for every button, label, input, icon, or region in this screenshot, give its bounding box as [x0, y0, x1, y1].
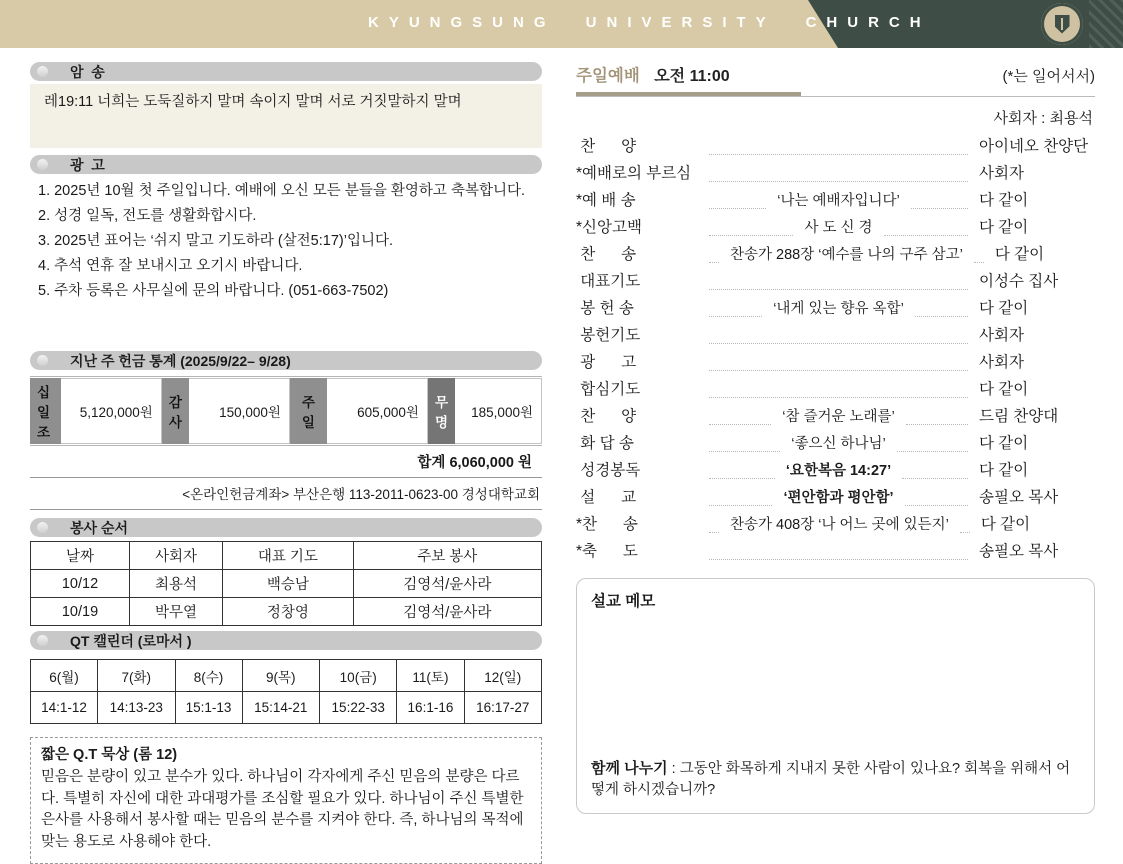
online-offering-account: <온라인헌금계좌> 부산은행 113-2011-0623-00 경성대학교회 [30, 478, 542, 510]
column-header: 대표 기도 [223, 542, 353, 570]
worship-item-performer: 사회자 [979, 327, 1024, 344]
dotted-leader [709, 424, 771, 425]
worship-item [576, 512, 1095, 539]
worship-item [576, 377, 1095, 404]
worship-item-song: ‘참 즐거운 노래를’ [782, 409, 895, 425]
share-together-line [591, 758, 1080, 801]
table-header-row [31, 542, 542, 570]
worship-item-song: ‘나는 예배자입니다’ [777, 193, 900, 209]
qt-day: 8(수) [175, 660, 242, 692]
service-roster-section [30, 518, 542, 626]
worship-item-label: 봉헌기도 [576, 327, 641, 344]
worship-item-performer: 다 같이 [979, 219, 1029, 236]
worship-item-label: 성경봉독 [576, 462, 641, 479]
worship-item-performer: 다 같이 [980, 516, 1031, 533]
worship-item-performer: 아이네오 찬양단 [979, 138, 1089, 155]
offering-amount: 185,000원 [455, 378, 542, 444]
worship-item-performer: 다 같이 [979, 381, 1029, 398]
offering-entry [162, 378, 290, 444]
sermon-notes-empty-area [591, 611, 1080, 758]
worship-item-song: 찬송가 408장 ‘나 어느 곳에 있든지’ [730, 517, 949, 533]
worship-item-performer: 사회자 [979, 165, 1024, 182]
table-row [31, 598, 542, 626]
worship-item [576, 323, 1095, 350]
announcement-item: 4. 추석 연휴 잘 보내시고 오기시 바랍니다. [38, 258, 303, 274]
dotted-leader [906, 424, 968, 425]
offering-total: 합계 6,060,000 원 [30, 446, 542, 478]
sermon-notes-title: 설교 메모 [591, 593, 656, 610]
worship-item [576, 539, 1095, 566]
qt-meditation-box [30, 737, 542, 864]
dotted-leader [709, 235, 793, 236]
worship-item [576, 431, 1095, 458]
worship-service-header [576, 62, 1095, 86]
presider-line: 사회자 : 최용석 [993, 110, 1093, 127]
worship-item [576, 269, 1095, 296]
standing-note: (*는 일어서서) [1002, 68, 1095, 85]
dotted-leader [709, 316, 762, 317]
worship-item-performer: 다 같이 [979, 462, 1029, 479]
page-header [0, 0, 1123, 48]
dotted-leader [709, 397, 968, 398]
worship-item [576, 350, 1095, 377]
service-roster-header: 봉사 순서 [30, 518, 542, 537]
service-roster-table [30, 541, 542, 626]
share-together-label: 함께 나누기 [591, 759, 668, 777]
qt-day: 7(화) [98, 660, 175, 692]
worship-item [576, 458, 1095, 485]
table-header-row [31, 660, 542, 692]
worship-item [576, 242, 1095, 269]
worship-order-list [576, 134, 1095, 566]
memory-verse-header: 암 송 [30, 62, 542, 81]
worship-item [576, 485, 1095, 512]
qt-reading: 15:22-33 [320, 692, 397, 724]
share-together-text: : 그동안 화목하게 지내지 못한 사람이 있나요? 회복을 위해서 어떻게 하시겠습니까? [591, 760, 1071, 798]
worship-item-performer: 다 같이 [979, 435, 1029, 452]
dotted-leader [709, 478, 775, 479]
worship-item [576, 188, 1095, 215]
bulletin-body [0, 48, 1123, 864]
offering-entry [428, 378, 542, 444]
table-row [31, 570, 542, 598]
dotted-leader [902, 478, 968, 479]
announcements-header: 광 고 [30, 155, 542, 174]
dotted-leader [709, 181, 968, 182]
qt-calendar-table [30, 659, 542, 724]
qt-day: 11(토) [397, 660, 464, 692]
worship-service-time: 오전 11:00 [654, 68, 730, 85]
offering-header: 지난 주 헌금 통계 (2025/9/22– 9/28) [30, 351, 542, 370]
column-header: 날짜 [31, 542, 130, 570]
cell-presider: 박무열 [130, 598, 223, 626]
memory-verse-text: 레19:11 너희는 도둑질하지 말며 속이지 말며 서로 거짓말하지 말며 [30, 84, 542, 148]
worship-item-sermon-title: ‘편안함과 평안함’ [783, 490, 894, 506]
worship-item-performer: 사회자 [979, 354, 1024, 371]
cell-date: 10/12 [31, 570, 130, 598]
dotted-leader [915, 316, 968, 317]
worship-item [576, 134, 1095, 161]
qt-day: 6(월) [31, 660, 98, 692]
worship-item-song: 찬송가 288장 ‘예수를 나의 구주 삼고’ [730, 247, 963, 263]
worship-item-label: *찬 송 [576, 516, 638, 533]
worship-header-rule [576, 92, 1095, 97]
qt-day: 10(금) [320, 660, 397, 692]
worship-item-scripture: ‘요한복음 14:27’ [785, 463, 892, 479]
dotted-leader [905, 505, 968, 506]
dotted-leader [709, 505, 772, 506]
worship-item-label: *예배로의 부르심 [576, 165, 692, 182]
dotted-leader [709, 451, 780, 452]
shield-icon [1055, 15, 1070, 34]
worship-item-song: ‘좋으신 하나님’ [791, 436, 886, 452]
announcements-list [30, 174, 542, 304]
offering-entry [30, 378, 162, 444]
worship-item-song: ‘내게 있는 향유 옥합’ [773, 301, 904, 317]
worship-item-performer: 송필오 목사 [979, 489, 1059, 506]
offering-amount: 150,000원 [189, 378, 290, 444]
offering-label: 십일조 [30, 378, 61, 444]
qt-reading: 15:1-13 [175, 692, 242, 724]
offering-strip [30, 376, 542, 446]
announcement-item: 3. 2025년 표어는 ‘쉬지 말고 기도하라 (살전5:17)’입니다. [38, 233, 393, 249]
dotted-leader [911, 208, 968, 209]
qt-meditation-text: 믿음은 분량이 있고 분수가 있다. 하나님이 각자에게 주신 믿음의 분량은 다르다. 특별히 자신에 대한 과대평가를 조심할 필요가 있다. 하나님이 주신 특별한 은사를 사용해서 봉사할 때는 믿음의 분수를 지켜야 한다. 즉, 하나님의 목적에 맞는 용도로 사용해야 한다. [41, 768, 524, 850]
offering-section [30, 351, 542, 510]
worship-item [576, 404, 1095, 431]
offering-entry [290, 378, 428, 444]
qt-reading: 14:13-23 [98, 692, 175, 724]
offering-label: 감사 [162, 378, 189, 444]
dotted-leader [974, 262, 984, 263]
worship-item-performer: 다 같이 [994, 246, 1045, 263]
qt-day: 12(일) [464, 660, 542, 692]
worship-item-label: *축 도 [576, 543, 638, 560]
worship-title-group [576, 62, 730, 86]
dotted-leader [709, 532, 719, 533]
qt-reading: 14:1-12 [31, 692, 98, 724]
worship-item-performer: 다 같이 [979, 192, 1029, 209]
worship-item-label: 찬 송 [576, 246, 637, 263]
offering-label: 무명 [428, 378, 455, 444]
qt-reading: 16:17-27 [464, 692, 542, 724]
offering-amount: 605,000원 [327, 378, 428, 444]
worship-item-performer: 드림 찬양대 [979, 408, 1059, 425]
worship-item [576, 215, 1095, 242]
dotted-leader [709, 559, 968, 560]
qt-reading: 16:1-16 [397, 692, 464, 724]
worship-item-song: 사 도 신 경 [804, 220, 873, 236]
announcement-item: 1. 2025년 10월 첫 주일입니다. 예배에 오신 모든 분들을 환영하고 축복합니다. [38, 183, 526, 199]
qt-reading: 15:14-21 [242, 692, 319, 724]
left-column [30, 62, 542, 864]
cell-bulletin: 김영석/윤사라 [353, 598, 541, 626]
worship-item-label: *예 배 송 [576, 192, 636, 209]
dotted-leader [884, 235, 968, 236]
cell-date: 10/19 [31, 598, 130, 626]
dotted-leader [709, 262, 719, 263]
header-stripe-decoration [1089, 0, 1123, 48]
column-header: 사회자 [130, 542, 223, 570]
dotted-leader [709, 289, 968, 290]
sermon-notes-box [576, 578, 1095, 814]
cell-presider: 최용석 [130, 570, 223, 598]
qt-calendar-section [30, 631, 542, 724]
worship-item-label: 합심기도 [576, 381, 641, 398]
worship-item-label: 광 고 [576, 354, 637, 371]
church-logo-icon [1041, 3, 1083, 45]
worship-item-label: 화 답 송 [576, 435, 634, 452]
worship-item-label: 설 교 [576, 489, 637, 506]
dotted-leader [709, 343, 968, 344]
worship-service-title: 주일예배 [576, 67, 640, 85]
offering-label: 주일 [290, 378, 327, 444]
cell-prayer: 백승남 [223, 570, 353, 598]
worship-item-label: 봉 헌 송 [576, 300, 634, 317]
worship-item [576, 296, 1095, 323]
cell-bulletin: 김영석/윤사라 [353, 570, 541, 598]
dotted-leader [709, 208, 766, 209]
church-name-title: KYUNGSUNG UNIVERSITY CHURCH [368, 14, 931, 31]
worship-item-performer: 송필오 목사 [979, 543, 1059, 560]
dotted-leader [960, 532, 970, 533]
right-column [576, 62, 1095, 864]
worship-item-performer: 다 같이 [979, 300, 1029, 317]
qt-meditation-title: 짧은 Q.T 묵상 (롬 12) [41, 747, 178, 763]
qt-day: 9(목) [242, 660, 319, 692]
dotted-leader [897, 451, 968, 452]
announcement-item: 2. 성경 일독, 전도를 생활화합시다. [38, 208, 257, 224]
worship-item-label: 찬 양 [576, 408, 637, 425]
dotted-leader [709, 154, 968, 155]
column-header: 주보 봉사 [353, 542, 541, 570]
worship-item-label: 대표기도 [576, 273, 641, 290]
qt-calendar-header: QT 캘린더 (로마서 ) [30, 631, 542, 650]
offering-amount: 5,120,000원 [61, 378, 162, 444]
worship-item-performer: 이성수 집사 [979, 273, 1059, 290]
dotted-leader [709, 370, 968, 371]
worship-item-label: 찬 양 [576, 138, 637, 155]
cell-prayer: 정창영 [223, 598, 353, 626]
worship-item [576, 161, 1095, 188]
announcement-item: 5. 주차 등록은 사무실에 문의 바랍니다. (051-663-7502) [38, 283, 389, 299]
table-row [31, 692, 542, 724]
worship-item-label: *신앙고백 [576, 219, 642, 236]
